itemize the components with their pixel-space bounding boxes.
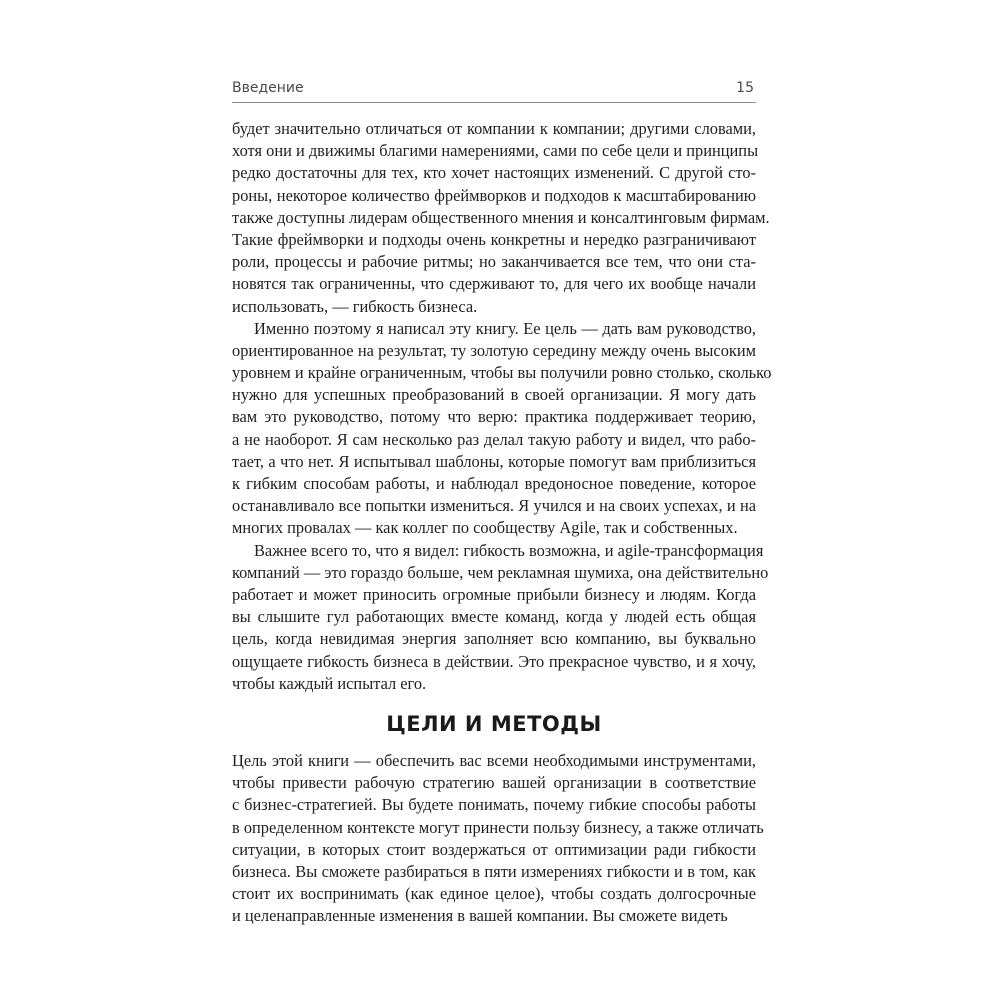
text-line: цель, когда невидимая энергия заполняет всю компанию, вы буквально xyxy=(232,629,756,649)
text-line: редко достаточны для тех, кто хочет настоящих изменений. С другой сто- xyxy=(232,163,756,183)
text-line: тает, а что нет. Я испытывал шаблоны, которые помогут вам приблизиться xyxy=(232,451,756,471)
text-line: ощущаете гибкость бизнеса в действии. Это прекрасное чувство, и я хочу, xyxy=(232,651,756,671)
text-line: также доступны лидерам общественного мнения и консалтинговым фирмам. xyxy=(232,207,770,227)
text-line: ситуации, в которых стоит воздержаться от оптимизации ради гибкости xyxy=(232,839,756,859)
text-line: работает и может приносить огромные прибыли бизнесу и людям. Когда xyxy=(232,584,756,604)
body-text-top xyxy=(232,118,772,695)
section-heading: ЦЕЛИ И МЕТОДЫ xyxy=(386,712,602,736)
text-line: останавливало все попытки измениться. Я учился и на своих успехах, и на xyxy=(232,496,756,516)
page-number: 15 xyxy=(736,80,754,96)
text-line: с бизнес-стратегией. Вы будете понимать, почему гибкие способы работы xyxy=(232,795,756,815)
text-line: Такие фреймворки и подходы очень конкретны и нередко разграничивают xyxy=(232,229,756,249)
running-head xyxy=(232,78,756,100)
text-line: и целенаправленные изменения в вашей компании. Вы сможете видеть xyxy=(232,906,728,926)
paragraph xyxy=(232,540,769,695)
text-line: роли, процессы и рабочие ритмы; но заканчивается все тем, что они ста- xyxy=(232,252,756,272)
text-line: новятся так ограниченны, что сдерживают то, для чего их вообще начали xyxy=(232,274,756,294)
header-rule xyxy=(232,102,756,103)
text-line: в определенном контексте могут принести пользу бизнесу, а также отличать xyxy=(232,817,764,837)
text-line: хотя они и движимы благими намерениями, сами по себе цели и принципы xyxy=(232,141,759,161)
text-line: Именно поэтому я написал эту книгу. Ее цель — дать вам руководство, xyxy=(254,318,756,338)
text-line: будет значительно отличаться от компании к компании; другими словами, xyxy=(232,119,756,138)
text-line: уровнем и крайне ограниченным, чтобы вы получили ровно столько, сколько xyxy=(232,363,772,383)
text-line: стоит их воспринимать (как единое целое), чтобы создать долгосрочные xyxy=(232,884,756,904)
running-head-section: Введение xyxy=(232,80,304,96)
text-line: а не наоборот. Я сам несколько раз делал такую работу и видел, что рабо- xyxy=(232,429,756,449)
paragraph xyxy=(232,118,770,318)
text-line: ориентированное на результат, ту золотую середину между очень высоким xyxy=(232,340,756,360)
body-text-bottom xyxy=(232,750,764,928)
text-line: использовать, — гибкость бизнеса. xyxy=(232,296,478,316)
text-line: многих провалах — как коллег по сообществу Agile, так и собственных. xyxy=(232,518,738,538)
text-line: роны, некоторое количество фреймворков и подходов к масштабированию xyxy=(232,185,756,205)
text-line: бизнеса. Вы сможете разбираться в пяти измерениях гибкости и в том, как xyxy=(232,861,756,881)
text-line: компаний — это гораздо больше, чем рекламная шумиха, она действительно xyxy=(232,562,769,582)
text-line: вам это руководство, потому что верю: практика поддерживает теорию, xyxy=(232,407,756,427)
paragraph xyxy=(232,318,772,540)
text-line: вы слышите гул работающих вместе команд, когда у людей есть общая xyxy=(232,607,756,627)
paragraph xyxy=(232,750,764,928)
text-line: к гибким способам работы, и наблюдал вредоносное поведение, которое xyxy=(232,474,756,493)
text-line: нужно для успешных преобразований в своей организации. Я могу дать xyxy=(232,385,756,405)
text-line: чтобы привести рабочую стратегию вашей организации в соответствие xyxy=(232,773,756,793)
text-line: Важнее всего то, что я видел: гибкость возможна, и agile-трансформация xyxy=(254,540,764,560)
text-line: чтобы каждый испытал его. xyxy=(232,673,427,693)
text-line: Цель этой книги — обеспечить вас всеми необходимыми инструментами, xyxy=(232,751,756,770)
